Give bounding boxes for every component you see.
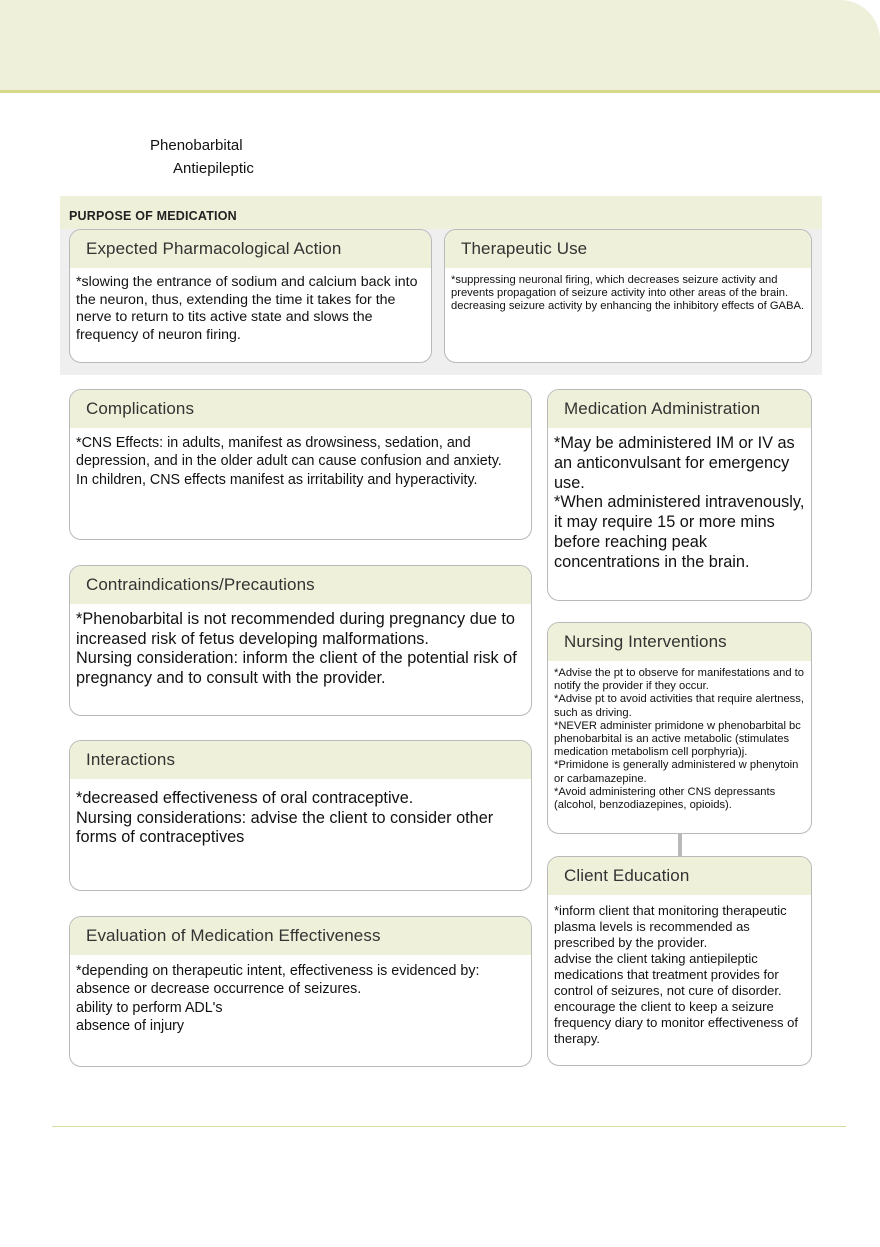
nursing-interventions-text: *Advise the pt to observe for manifestations and to notify the provider if they occur. *Advise pt to avoid activities that require alertness, such as driving. *NEVER administer primidone w phenobarbital bc phenobarbital is an active metabolic (stimulates medication metabolism cell porphyria)j. *Primidone is generally administered w phenytoin or carbamazepine. *Avoid administering other CNS depressants (alcohol, benzodiazepines, opioids). — [554, 667, 804, 812]
interactions-title: Interactions — [70, 741, 531, 779]
evaluation-card — [69, 916, 532, 1067]
evaluation-title: Evaluation of Medication Effectiveness — [70, 917, 531, 955]
medication-administration-title: Medication Administration — [548, 390, 811, 428]
contraindications-card — [69, 565, 532, 716]
medication-administration-text: *May be administered IM or IV as an anticonvulsant for emergency use. *When administered intravenously, it may require 15 or more mins before reaching peak concentrations in the brain. — [554, 434, 805, 571]
complications-text: *CNS Effects: in adults, manifest as drowsiness, sedation, and depression, and in the older adult can cause confusion and anxiety. In children, CNS effects manifest as irritability and hyperactivity. — [76, 435, 502, 488]
contraindications-text: *Phenobarbital is not recommended during pregnancy due to increased risk of fetus developing malformations. Nursing consideration: inform the client of the potential risk of pregnancy and to consult with the provider. — [76, 610, 517, 687]
connector-line — [678, 833, 682, 857]
medication-class: Antiepileptic — [173, 160, 254, 177]
complications-card — [69, 389, 532, 540]
header-band — [0, 0, 880, 93]
evaluation-text: *depending on therapeutic intent, effectiveness is evidenced by: absence or decrease occurrence of seizures. ability to perform ADL's absence of injury — [76, 963, 480, 1034]
expected-action-text: *slowing the entrance of sodium and calcium back into the neuron, thus, extending the time it takes for the nerve to return to tits active state and slows the frequency of neuron firing. — [76, 274, 418, 343]
client-education-text: *inform client that monitoring therapeutic plasma levels is recommended as prescribed by the provider. advise the client taking antiepileptic medications that treatment provides for control of seizures, not cure of disorder. encourage the client to keep a seizure frequency diary to monitor effectiveness of therapy. — [554, 903, 798, 1046]
footer-line — [52, 1126, 846, 1127]
purpose-label: PURPOSE OF MEDICATION — [69, 209, 237, 223]
purpose-band — [60, 196, 822, 229]
client-education-title: Client Education — [548, 857, 811, 895]
expected-action-title: Expected Pharmacological Action — [70, 230, 431, 268]
interactions-card — [69, 740, 532, 891]
expected-action-card — [69, 229, 432, 363]
contraindications-title: Contraindications/Precautions — [70, 566, 531, 604]
nursing-interventions-card — [547, 622, 812, 834]
therapeutic-use-card — [444, 229, 812, 363]
complications-title: Complications — [70, 390, 531, 428]
therapeutic-use-text: *suppressing neuronal firing, which decreases seizure activity and prevents propagation of seizure activity into other areas of the brain. decreasing seizure activity by enhancing the inhibitory effects of GABA. — [451, 274, 805, 313]
client-education-card — [547, 856, 812, 1066]
medication-name: Phenobarbital — [150, 137, 243, 154]
interactions-text: *decreased effectiveness of oral contraceptive. Nursing considerations: advise the client to consider other forms of contraceptives — [76, 789, 494, 847]
medication-administration-card — [547, 389, 812, 601]
nursing-interventions-title: Nursing Interventions — [548, 623, 811, 661]
therapeutic-use-title: Therapeutic Use — [445, 230, 811, 268]
